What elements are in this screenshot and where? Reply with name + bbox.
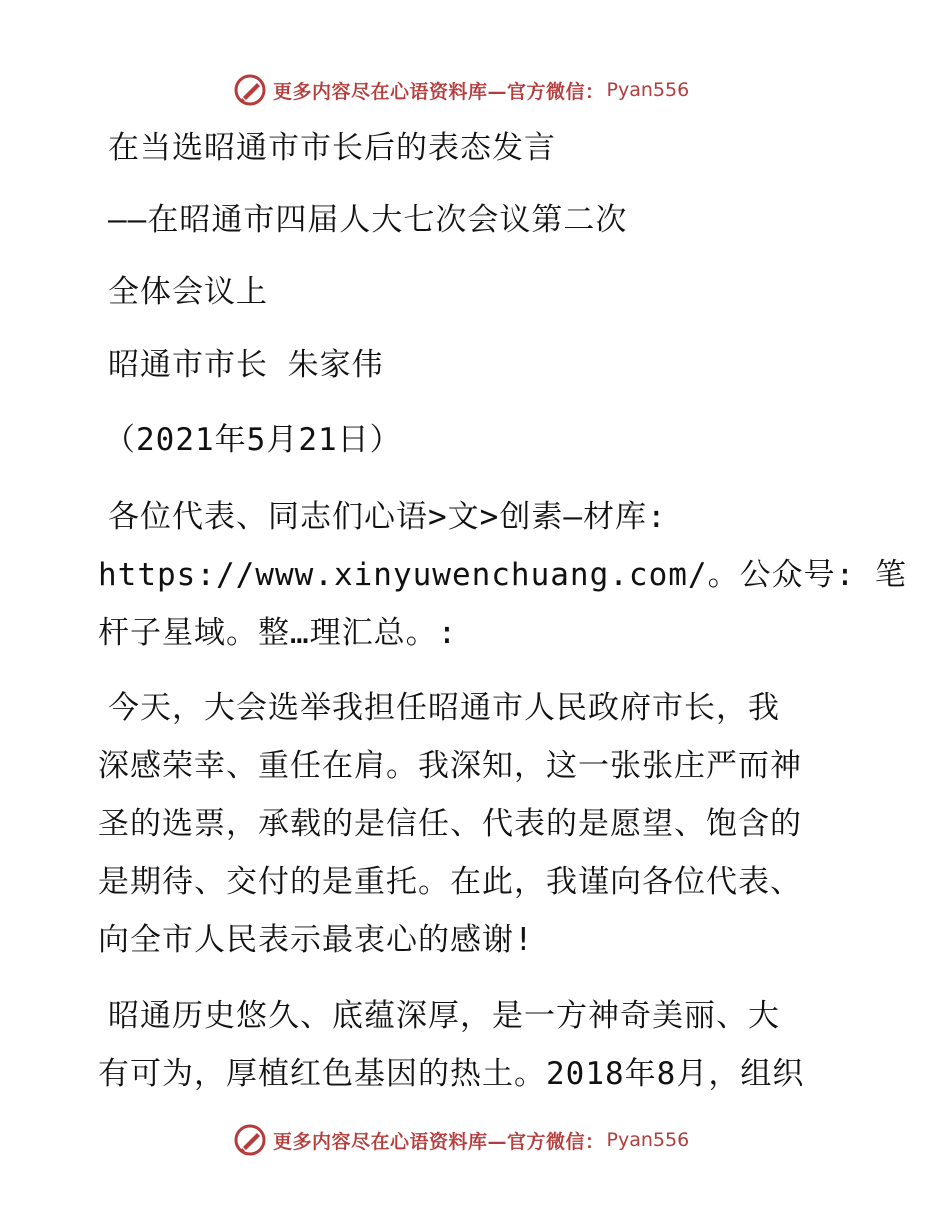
watermark-text: 更多内容尽在心语资料库—官方微信：: [273, 1130, 605, 1153]
salutation: 各位代表、同志们心语>文>创素—材库:: [108, 499, 667, 535]
footer-watermark: [233, 1122, 689, 1158]
source-line-1: https://www.xinyuwenchuang.com/。公众号: 笔: [98, 557, 907, 593]
paragraph-line: 向全市人民表示最衷心的感谢!: [98, 922, 534, 958]
paragraph-line: 圣的选票，承载的是信任、代表的是愿望、饱含的: [98, 806, 802, 842]
header-watermark: [233, 72, 689, 108]
pen-logo-icon: [233, 73, 267, 107]
paragraph-line: 深感荣幸、重任在肩。我深知，这一张张庄严而神: [98, 748, 802, 784]
watermark-text: 更多内容尽在心语资料库—官方微信：: [273, 80, 605, 103]
paragraph-line: 是期待、交付的是重托。在此，我谨向各位代表、: [98, 864, 802, 900]
paragraph-line: 有可为，厚植红色基因的热土。2018年8月，组织: [98, 1056, 805, 1092]
source-line-2: 杆子星域。整…理汇总。:: [98, 615, 458, 651]
watermark-wechat-id: Pyan556: [606, 79, 690, 101]
watermark-wechat-id: Pyan556: [606, 1129, 690, 1151]
pen-logo-icon: [233, 1123, 267, 1157]
document-author: 昭通市市长 朱家伟: [108, 347, 384, 383]
document-subtitle-line-2: 全体会议上: [108, 274, 268, 310]
document-date: （2021年5月21日）: [104, 422, 402, 458]
paragraph-line: 昭通历史悠久、底蕴深厚，是一方神奇美丽、大: [108, 998, 780, 1034]
document-subtitle-line-1: ——在昭通市四届人大七次会议第二次: [108, 202, 628, 238]
paragraph-line: 今天，大会选举我担任昭通市人民政府市长，我: [108, 690, 780, 726]
document-title: 在当选昭通市市长后的表态发言: [108, 130, 556, 166]
